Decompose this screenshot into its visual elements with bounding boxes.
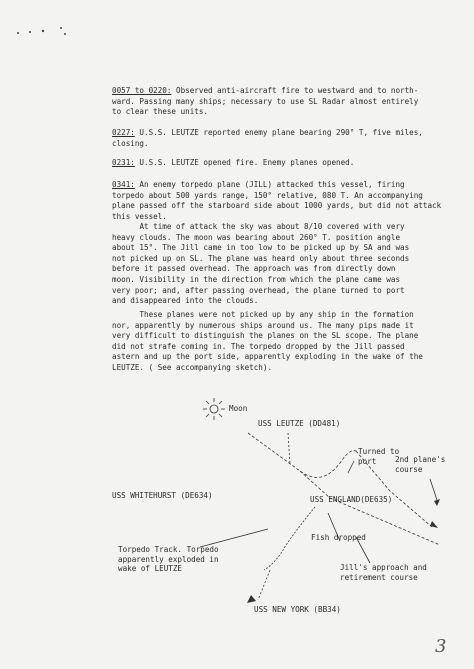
entry-0227 <box>112 128 452 149</box>
sketch-lines <box>0 395 474 635</box>
entry-time: 0057 to 0220: <box>112 86 172 95</box>
label-second-plane-course: 2nd plane's course <box>395 455 446 474</box>
label-fish-dropped: Fish dropped <box>311 533 366 542</box>
entry-text: Observed anti-aircraft fire to westward and to north- ward. Passing many ships; necessary to use SL Radar almost entirely to clear these units. <box>112 86 419 117</box>
label-jill-approach: Jill's approach and retirement course <box>340 563 427 582</box>
entry-0231 <box>112 158 452 169</box>
page-number: 3 <box>435 636 447 657</box>
label-moon: Moon <box>229 404 248 413</box>
label-turned-to-port: Turned to port <box>358 447 400 466</box>
entry-text: U.S.S. LEUTZE reported enemy plane bearing 290° T, five miles, closing. <box>112 128 423 148</box>
entry-text: An enemy torpedo plane (JILL) attacked this vessel, firing torpedo about 500 yards range, 150° relative, 080 T. An accompanying plane passed off the starboard side about 1000 yards, but did not attack this vessel. <box>112 180 442 221</box>
entry-time: 0231: <box>112 158 135 167</box>
entry-time: 0227: <box>112 128 135 137</box>
attack-sketch <box>0 395 474 635</box>
punch-marks <box>16 26 68 36</box>
label-uss-whitehurst: USS WHITEHURST (DE634) <box>112 491 213 500</box>
jill-course-line <box>248 433 358 477</box>
entry-text: U.S.S. LEUTZE opened fire. Enemy planes opened. <box>134 158 355 167</box>
paragraph-detection: These planes were not picked up by any ship in the formation nor, apparently by numerous ships around us. The many pips made it very difficult to distinguish the planes on the SL scope. The plane did not strafe coming in. The torpedo dropped by the Jill passed astern and up the port side, apparently exploding in the wake of the LEUTZE. ( See accompanying sketch). <box>112 310 423 372</box>
torpedo-track-line <box>264 507 315 570</box>
paragraph-attack-conditions: At time of attack the sky was about 8/10 covered with very heavy clouds. The moon was bearing about 260° T. position angle about 15°. The Jill came in too low to be picked up by SA and was not picked up on SL. The plane was heard only about three seconds before it passed overhead. The approach was from directly down moon. Visibility in the direction from which the plane came was very poor; and, after passing overhead, the plane turned to port and disappeared into the clouds. <box>112 222 410 306</box>
label-uss-new-york: USS NEW YORK (BB34) <box>254 605 341 614</box>
moon-icon <box>203 398 225 420</box>
label-torpedo-track: Torpedo Track. Torpedo apparently exploded in wake of LEUTZE <box>118 545 219 573</box>
label-uss-england: USS ENGLAND(DE635) <box>310 495 393 504</box>
entry-0341 <box>112 180 452 222</box>
entry-time: 0341: <box>112 180 135 189</box>
entry-0057 <box>112 86 452 118</box>
label-uss-leutze: USS LEUTZE (DD481) <box>258 419 341 428</box>
